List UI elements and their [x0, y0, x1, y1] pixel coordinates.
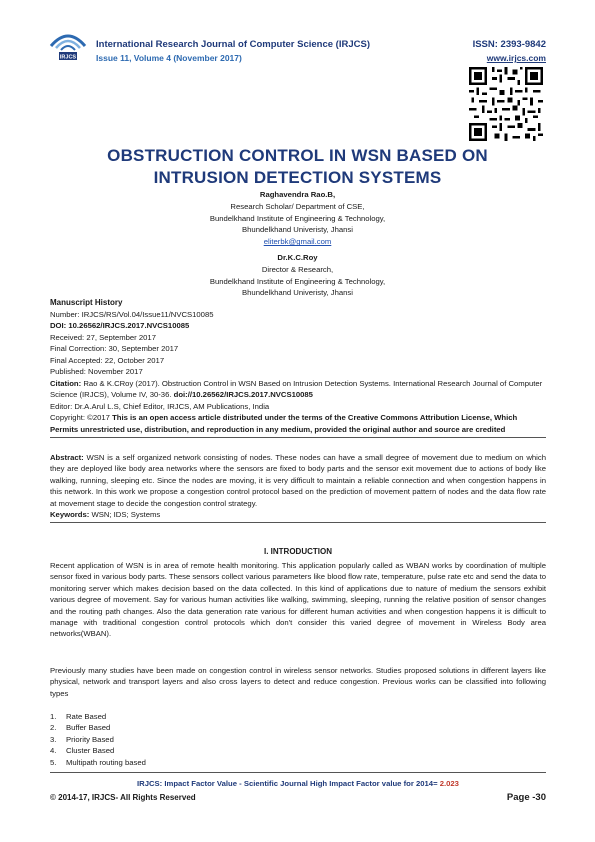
impact-factor-line — [50, 779, 546, 788]
author1-university: Bhundelkhand Univeristy, Jhansi — [242, 225, 353, 235]
manuscript-citation — [50, 378, 546, 401]
congestion-type-list — [50, 711, 146, 768]
impact-factor-text: IRJCS: Impact Factor Value - Scientific Journal High Impact Factor value for 2014= — [137, 779, 438, 788]
author2-university: Bhundelkhand Univeristy, Jhansi — [242, 288, 353, 298]
author2-institution: Bundelkhand Institute of Engineering & Technology, — [209, 276, 386, 286]
journal-url-link[interactable]: www.irjcs.com — [486, 53, 546, 63]
abstract-body — [50, 452, 546, 509]
abstract-text: WSN is a self organized network consisting of nodes. These nodes can have a small degree of movement due to medium on which they are deployed like body area networks where the sensors are fixed to body parts and the sensor exit movement due to actions of body like walking, running, sleeping etc. Since the nodes are moving, it is very difficult to maintain a reliable connection and when congestion happens in this network. In this work we propose a congestion control protocol based on the prediction of movement pattern of nodes and the data flow rate at movement stage to decide the congestion control strategy. — [50, 453, 547, 508]
title-line-2: INTRUSION DETECTION SYSTEMS — [153, 168, 442, 187]
section-heading-introduction: I. INTRODUCTION — [264, 547, 332, 556]
author1-role: Research Scholar/ Department of CSE, — [230, 201, 365, 211]
list-item — [50, 711, 146, 722]
citation-doi: doi://10.26562/IRJCS.2017.NVCS10085 — [173, 390, 313, 399]
keywords-label: Keywords: — [50, 510, 90, 520]
intro-paragraph-1: Recent application of WSN is in area of remote health monitoring. This application popularly called as WBAN works by coordination of multiple sensor fixed in various body parts. These sensors collect various parameters like blood flow rate, temperature, pulse rate etc and send the data to monitoring server which makes decision based on the data collected. In this kind of applications due to nature of medium the sensors exhibit various degree of movement. Say for various human activities like walking, swimming, sleeping, running the relative position of sensor changes and the routing path changes. Also the data generation rate various for different human activities and when congestion happens it is difficult to manage with traditional congestion control protocols which don't consider this varied degree of movement in Wireless Body area networks(WBAN). — [50, 561, 546, 639]
author1-email-link[interactable]: eliterbk@gmail.com — [263, 237, 332, 247]
author2-role: Director & Research, — [261, 264, 334, 274]
divider — [50, 437, 546, 438]
citation-label: Citation: — [50, 378, 82, 388]
manuscript-doi: DOI: 10.26562/IRJCS.2017.NVCS10085 — [50, 321, 190, 330]
author1-name: Raghavendra Rao.B, — [259, 190, 336, 199]
manuscript-heading: Manuscript History — [50, 298, 123, 307]
keywords-text: WSN; IDS; Systems — [91, 510, 161, 520]
qr-code-icon — [469, 67, 543, 141]
journal-issue: Issue 11, Volume 4 (November 2017) — [96, 53, 242, 63]
manuscript-copyright — [50, 412, 546, 435]
manuscript-final-accepted: Final Accepted: 22, October 2017 — [50, 355, 165, 365]
footer-copyright: © 2014-17, IRJCS- All Rights Reserved — [50, 793, 196, 802]
author1-institution: Bundelkhand Institute of Engineering & Technology, — [209, 213, 386, 223]
divider — [50, 522, 546, 523]
manuscript-final-correction: Final Correction: 30, September 2017 — [50, 344, 179, 353]
journal-logo — [47, 24, 89, 64]
intro-paragraph-2: Previously many studies have been made on congestion control in wireless sensor networks. Studies proposed solutions in different layers like physical, network and transport layers and also cross layers to detect and reduce congestion. Previous works can be classified into following types — [50, 666, 546, 698]
list-item-number: 4. — [50, 746, 57, 756]
manuscript-published: Published: November 2017 — [50, 367, 143, 376]
abstract-label: Abstract: — [50, 453, 84, 462]
copyright-label: Copyright: ©2017 — [50, 413, 110, 422]
paper-title — [40, 145, 555, 189]
svg-text:IRJCS: IRJCS — [59, 54, 77, 61]
manuscript-editor: Editor: Dr.A.Arul L.S, Chief Editor, IRJCS, AM Publications, India — [50, 401, 270, 411]
list-item-text: Buffer Based — [66, 723, 111, 733]
list-item — [50, 757, 146, 768]
author-block — [100, 189, 495, 299]
list-item-text: Priority Based — [66, 734, 114, 744]
list-item-text: Cluster Based — [66, 746, 115, 756]
title-line-1: OBSTRUCTION CONTROL IN WSN BASED ON — [107, 146, 488, 165]
citation-text: Rao & K.CRoy (2017). Obstruction Control in WSN Based on Intrusion Detection Systems. International Research Journal of Computer Science (IRJCS), Volume IV, 30-36. — [50, 378, 543, 399]
list-item-number: 3. — [50, 734, 57, 744]
manuscript-history — [50, 297, 546, 438]
journal-issn: ISSN: 2393-9842 — [472, 39, 546, 50]
keywords — [50, 509, 546, 520]
author2-name: Dr.K.C.Roy — [277, 252, 318, 262]
abstract — [50, 452, 546, 523]
footer-divider — [50, 772, 546, 773]
list-item — [50, 745, 146, 756]
list-item-number: 5. — [50, 757, 57, 767]
list-item — [50, 734, 146, 745]
journal-name: International Research Journal of Computer Science (IRJCS) — [96, 39, 370, 50]
page-number: Page -30 — [506, 792, 546, 803]
manuscript-received: Received: 27, September 2017 — [50, 332, 156, 342]
copyright-text: This is an open access article distributed under the terms of the Creative Commons Attribution License, Which Permits unrestricted use, distribution, and reproduction in any medium, provided the original author and source are credited — [50, 413, 518, 434]
list-item-number: 2. — [50, 723, 57, 733]
list-item — [50, 722, 146, 733]
list-item-number: 1. — [50, 712, 57, 721]
impact-factor-value: 2.023 — [439, 779, 459, 788]
list-item-text: Rate Based — [66, 712, 107, 721]
list-item-text: Multipath routing based — [66, 757, 146, 767]
manuscript-number: Number: IRJCS/RS/Vol.04/Issue11/NVCS10085 — [50, 309, 214, 319]
